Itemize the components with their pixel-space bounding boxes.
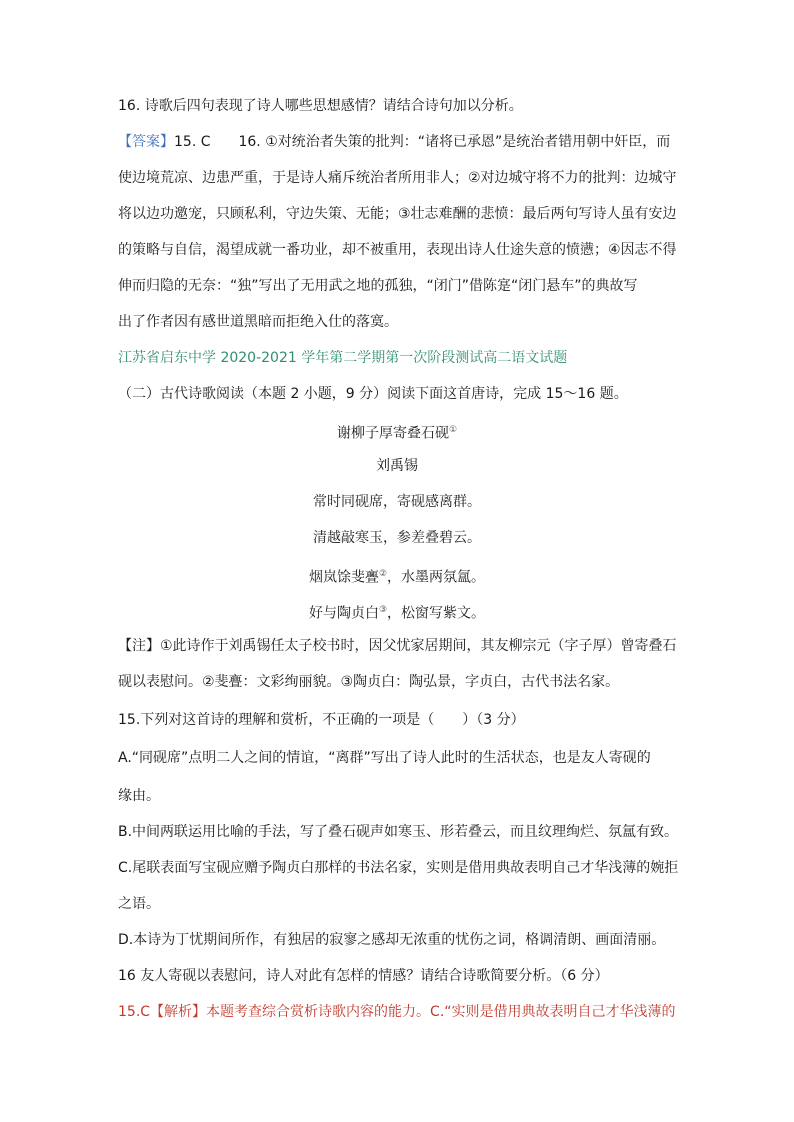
answer-line-4: 的策略与自信，渴望成就一番功业，却不被重用，表现出诗人仕途失意的愤懑；④因志不得 — [118, 242, 677, 258]
poem-title-text: 谢柳子厚寄叠石砚 — [336, 425, 449, 442]
answer-tag: 【答案】 — [118, 134, 174, 150]
answer-line-1 — [118, 132, 678, 152]
note-line-2: 砚以表慰问。②斐亹：文彩绚丽貌。③陶贞白：陶弘景，字贞白，古代书法名家。 — [118, 674, 620, 690]
answer-line-1-text: 15. C 16. ①对统治者失策的批判：“诸将已承恩”是统治者错用朝中奸臣，而 — [174, 134, 671, 150]
option-c-line-1: C.尾联表面写宝砚应赠予陶贞白那样的书法名家，实则是借用典故表明自己才华浅薄的婉拒 — [118, 860, 678, 876]
poem-line-3b: ，水墨两氛氲。 — [387, 569, 486, 586]
section-intro: （二）古代诗歌阅读（本题 2 小题，9 分）阅读下面这首唐诗，完成 15～16 题。 — [118, 386, 628, 402]
poem-title-note-mark: ① — [448, 425, 458, 435]
poem-line-4a: 好与陶贞白 — [308, 605, 379, 622]
poem-line-2: 清越敲寒玉，参差叠碧云。 — [313, 530, 481, 546]
option-a-line-1: A.“同砚席”点明二人之间的情谊，“离群”写出了诗人此时的生活状态，也是友人寄砚的 — [118, 750, 651, 766]
option-a-line-2: 缘由。 — [118, 788, 160, 804]
option-d: D.本诗为丁忧期间所作，有独居的寂寥之感却无浓重的忧伤之词，格调清朗、画面清丽。 — [118, 932, 666, 948]
option-b: B.中间两联运用比喻的手法，写了叠石砚声如寒玉、形若叠云，而且纹理绚烂、氛氲有致。 — [118, 824, 678, 840]
poem-author: 刘禹锡 — [376, 458, 418, 474]
answer-line-2: 使边境荒凉、边患严重，于是诗人痛斥统治者所用非人；②对边城守将不力的批判：边城守 — [118, 170, 677, 186]
poem-line-3 — [0, 564, 794, 588]
poem-line-1: 常时同砚席，寄砚感离群。 — [313, 494, 481, 510]
analysis-line: 15.C【解析】本题考查综合赏析诗歌内容的能力。C.“实则是借用典故表明自己才华浅薄的 — [118, 1004, 676, 1020]
poem-line-3-note-mark: ② — [378, 569, 388, 579]
poem-line-4-note-mark: ③ — [378, 605, 388, 615]
poem-line-4 — [0, 600, 794, 624]
poem-line-4b: ，松窗写紫文。 — [387, 605, 486, 622]
answer-line-6: 出了作者因有感世道黑暗而拒绝入仕的落寞。 — [118, 314, 398, 330]
source-title: 江苏省启东中学 2020-2021 学年第二学期第一次阶段测试高二语文试题 — [118, 350, 568, 366]
option-c-line-2: 之语。 — [118, 896, 160, 912]
answer-line-5: 伸而归隐的无奈：“独”写出了无用武之地的孤独，“闭门”借陈寔“闭门悬车”的典故写 — [118, 278, 638, 294]
poem-title — [0, 420, 794, 444]
question-16-prompt: 16. 诗歌后四句表现了诗人哪些思想感情？请结合诗句加以分析。 — [118, 98, 523, 114]
question-15-stem: 15.下列对这首诗的理解和赏析，不正确的一项是（ ）（3 分） — [118, 712, 525, 728]
note-line-1: 【注】①此诗作于刘禹锡任太子校书时，因父忧家居期间，其友柳宗元（字子厚）曾寄叠石 — [118, 638, 677, 654]
question-16-second: 16 友人寄砚以表慰问，诗人对此有怎样的情感？请结合诗歌简要分析。（6 分） — [118, 968, 609, 984]
poem-line-3a: 烟岚馀斐亹 — [308, 569, 379, 586]
answer-line-3: 将以边功邀宠，只顾私利，守边失策、无能；③壮志难酬的悲愤：最后两句写诗人虽有安边 — [118, 206, 677, 222]
